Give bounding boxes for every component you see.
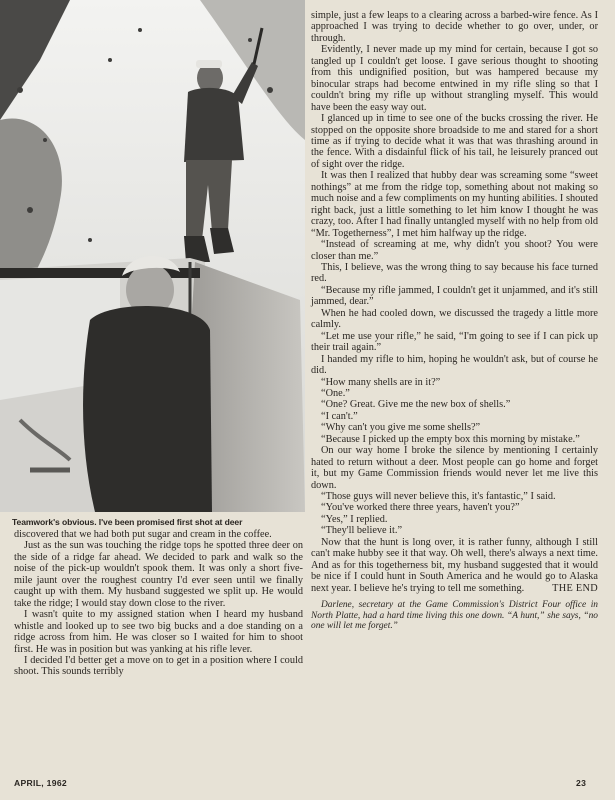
article-paragraph: “Yes,” I replied. — [321, 513, 388, 525]
article-paragraph: Evidently, I never made up my mind for certain, because I got so tangled up I couldn't get loose. I gave serious thought to shooting from this undignified position, but was hampered because my binocular straps had become entwined in my rifle sling so that I couldn't bring my rifle up without strangling myself. This would have been the easy way out. — [311, 44, 598, 113]
page-number: 23 — [576, 778, 587, 788]
left-article-column — [14, 529, 303, 678]
article-paragraph: It was then I realized that hubby dear was screaming some “sweet nothings” at me from the ridge top, something about not making so much noise and a few compliments on my hunting abilities. I shouted right back, just a little something to let him know I thought he was crazy, too. After I had finally untangled myself with no help from old “Mr. Togetherness”, I met him halfway up the ridge. — [311, 170, 598, 239]
photo-illustration — [0, 0, 305, 512]
article-paragraph: “Because my rifle jammed, I couldn't get it unjammed, and it's still jammed, dear.” — [311, 284, 598, 308]
article-paragraph: discovered that we had both put sugar and cream in the coffee. — [14, 529, 272, 540]
article-paragraph: “How many shells are in it?” — [321, 376, 441, 388]
article-paragraph: Now that the hunt is long over, it is rather funny, although I still can't make hubby see it that way. Oh well, there's always a next time. And as for this togetherness bit, my husband suggested that it would be nice if I could hunt in South America and he would go to Alaska next year. I believe he's trying to tell me something. THE END — [311, 536, 598, 594]
article-paragraph: “They'll believe it.” — [321, 525, 403, 537]
article-paragraph: “I can't.” — [321, 410, 358, 422]
article-paragraph: “You've worked there three years, haven't you?” — [321, 502, 520, 514]
article-paragraph: “Why can't you give me some shells?” — [321, 422, 481, 434]
article-paragraph: “Let me use your rifle,” he said, “I'm going to see if I can pick up their trail again.” — [311, 330, 598, 354]
article-paragraph: I glanced up in time to see one of the bucks crossing the river. He stopped on the opposite shore broadside to me and stared for a short time as if trying to decide what it was that was thrashing around in the fence. With a disdainful flick of his tail, he leisurely pranced out of sight over the ridge. — [311, 113, 598, 170]
article-paragraph: This, I believe, was the wrong thing to say because his face turned red. — [311, 261, 598, 285]
article-paragraph: I decided I'd better get a move on to get in a position where I could shoot. This sounds terribly — [14, 654, 303, 678]
hunting-photo — [0, 0, 305, 512]
article-paragraph: I wasn't quite to my assigned station when I heard my husband whistle and looked up to see two big bucks and a doe standing on a ridge across from him. He was closer so I waited for him to shoot first. He was in position but was yanking at his rifle lever. — [14, 609, 303, 655]
article-paragraph: On our way home I broke the silence by mentioning I certainly hated to return without a deer. Most people can go home and forget it, but my Game Commission friends would never let me live this down. — [311, 445, 598, 491]
article-paragraph: “Because I picked up the empty box this morning by mistake.” — [321, 433, 580, 445]
article-paragraph: simple, just a few leaps to a clearing across a barbed-wire fence. As I approached I was trying to decide whether to go over, under, or through. — [311, 10, 598, 44]
author-bio: Darlene, secretary at the Game Commission's District Four office in North Platte, had a hard time living this one down. “A hunt,” she says, “no one will let me forget.” — [311, 600, 598, 632]
article-paragraph: When he had cooled down, we discussed the tragedy a little more calmly. — [311, 307, 598, 331]
issue-date: APRIL, 1962 — [14, 778, 67, 788]
article-paragraph: Just as the sun was touching the ridge tops he spotted three deer on the side of a ridge far ahead. We decided to park and walk so the noise of the pick-up wouldn't spook them. It was only a short five-mile jaunt over the roughest country I'd ever seen until we finally caught up with them. My husband suggested we split up. He would take the ridge; I would stay down close to the river. — [14, 540, 303, 609]
article-paragraph: “Instead of screaming at me, why didn't you shoot? You were closer than me.” — [311, 239, 598, 262]
right-article-column — [311, 10, 598, 632]
article-paragraph: “Those guys will never believe this, it's fantastic,” I said. — [321, 491, 556, 503]
article-paragraph: I handed my rifle to him, hoping he wouldn't ask, but of course he did. — [311, 353, 598, 377]
photo-caption: Teamwork's obvious. I've been promised first shot at deer — [12, 517, 243, 527]
article-paragraph: “One.” — [321, 387, 350, 399]
article-paragraph: “One? Great. Give me the new box of shells.” — [321, 399, 511, 411]
end-mark: THE END — [552, 582, 598, 594]
